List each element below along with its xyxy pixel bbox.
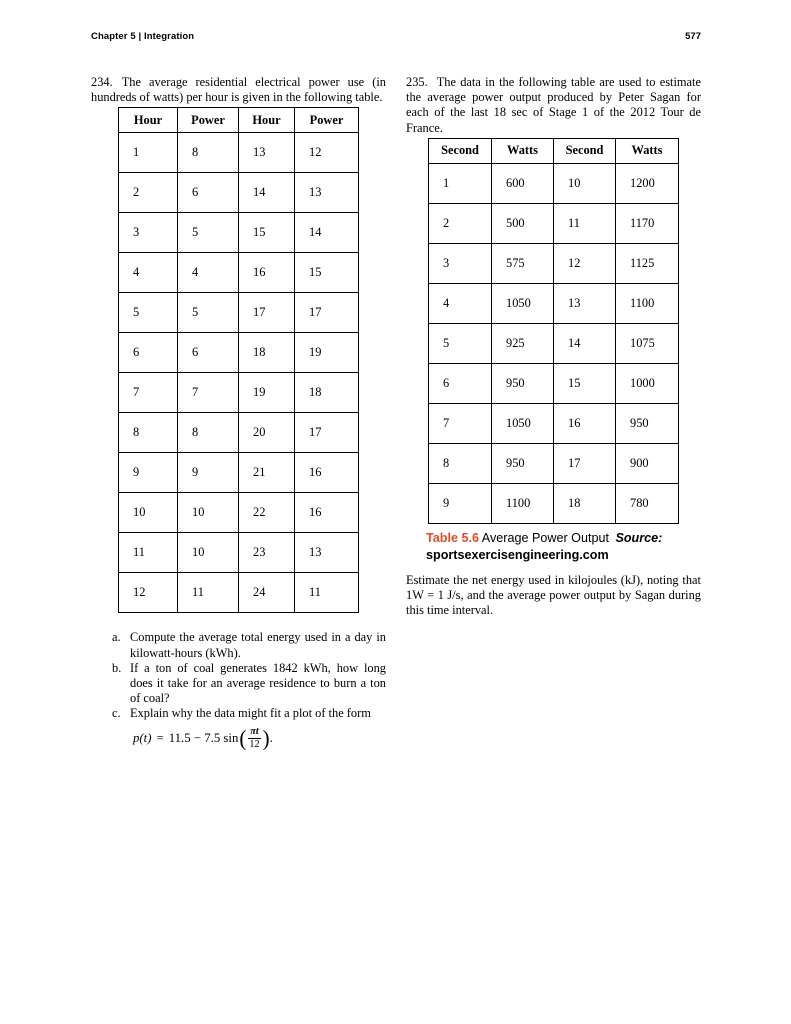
power-table-row [119, 493, 359, 533]
second-cell: 11 [554, 203, 616, 243]
watts-cell: 1050 [492, 283, 554, 323]
power-cell: 7 [178, 373, 239, 413]
second-cell: 3 [429, 243, 492, 283]
watts-table-header-row [429, 138, 679, 163]
watts-cell: 500 [492, 203, 554, 243]
watts-table-row [429, 323, 679, 363]
power-table-header-cell: Power [178, 108, 239, 133]
problem-234-text: The average residential electrical power use (in hundreds of watts) per hour is given in the following table. [91, 75, 386, 105]
second-cell: 13 [554, 283, 616, 323]
hour-cell: 18 [239, 333, 295, 373]
subquestion-a-text: Compute the average total energy used in a day in kilowatt-hours (kWh). [130, 630, 386, 660]
power-table-row [119, 173, 359, 213]
table-5-6-caption [426, 530, 698, 564]
watts-cell: 1200 [616, 163, 679, 203]
watts-cell: 1100 [616, 283, 679, 323]
subquestion-b [91, 661, 386, 706]
second-cell: 8 [429, 443, 492, 483]
second-cell: 15 [554, 363, 616, 403]
formula-left-paren: ( [239, 725, 247, 751]
table-caption-source-label: Source: [615, 530, 663, 545]
subquestion-list [91, 630, 386, 754]
power-model-formula [91, 724, 386, 754]
hour-cell: 10 [119, 493, 178, 533]
power-cell: 8 [178, 133, 239, 173]
watts-table-row [429, 243, 679, 283]
watts-cell: 1100 [492, 483, 554, 523]
power-cell: 9 [178, 453, 239, 493]
second-cell: 5 [429, 323, 492, 363]
power-table-header-cell: Hour [239, 108, 295, 133]
hour-cell: 24 [239, 573, 295, 613]
subquestion-b-text: If a ton of coal generates 1842 kWh, how long does it take for an average residence to burn a ton of coal? [130, 660, 386, 705]
left-column [91, 75, 386, 754]
problem-234-number: 234. [91, 75, 113, 89]
power-table-header-row [119, 108, 359, 133]
watts-cell: 1050 [492, 403, 554, 443]
power-table-row [119, 533, 359, 573]
watts-cell: 1125 [616, 243, 679, 283]
table-caption-title: Average Power Output [481, 530, 609, 545]
second-cell: 17 [554, 443, 616, 483]
problem-235-number: 235. [406, 75, 428, 89]
power-table-row [119, 333, 359, 373]
watts-table-body [429, 163, 679, 523]
watts-table-row [429, 483, 679, 523]
formula-lhs: p(t) [133, 731, 152, 746]
watts-table-header-cell: Watts [492, 138, 554, 163]
watts-table-row [429, 163, 679, 203]
hour-cell: 7 [119, 373, 178, 413]
hour-cell: 15 [239, 213, 295, 253]
power-cell: 19 [295, 333, 359, 373]
watts-table-row [429, 203, 679, 243]
hour-cell: 8 [119, 413, 178, 453]
formula-numerator: πt [248, 726, 260, 739]
hour-cell: 5 [119, 293, 178, 333]
second-cell: 16 [554, 403, 616, 443]
problem-235-text: The data in the following table are used to estimate the average power output produced by Peter Sagan for each of the last 18 sec of Stage 1 of the 2012 Tour de France. [406, 75, 701, 135]
power-cell: 12 [295, 133, 359, 173]
hour-cell: 12 [119, 573, 178, 613]
watts-table-row [429, 403, 679, 443]
formula-denominator: 12 [249, 739, 260, 751]
hour-cell: 4 [119, 253, 178, 293]
second-cell: 2 [429, 203, 492, 243]
watts-table-header-cell: Second [554, 138, 616, 163]
second-cell: 9 [429, 483, 492, 523]
subquestion-c-marker: c. [112, 705, 121, 720]
hour-cell: 22 [239, 493, 295, 533]
power-per-hour-table [118, 107, 359, 613]
page-number: 577 [685, 31, 701, 42]
power-cell: 6 [178, 173, 239, 213]
hour-cell: 20 [239, 413, 295, 453]
watts-cell: 575 [492, 243, 554, 283]
power-table-row [119, 573, 359, 613]
watts-table-header-cell: Watts [616, 138, 679, 163]
hour-cell: 19 [239, 373, 295, 413]
power-table-header-cell: Power [295, 108, 359, 133]
second-cell: 12 [554, 243, 616, 283]
formula-right-paren: ) [262, 725, 270, 751]
hour-cell: 11 [119, 533, 178, 573]
hour-cell: 17 [239, 293, 295, 333]
second-cell: 14 [554, 323, 616, 363]
power-cell: 10 [178, 493, 239, 533]
power-table-row [119, 413, 359, 453]
table-caption-source-url: sportsexercisengineering.com [426, 547, 609, 562]
power-table-row [119, 213, 359, 253]
watts-table-row [429, 283, 679, 323]
problem-235-instruction: Estimate the net energy used in kilojoules (kJ), noting that 1W = 1 J/s, and the average power output by Sagan during this time interval. [406, 572, 701, 618]
problem-235-statement [406, 75, 701, 136]
formula-period: . [269, 731, 273, 746]
second-cell: 10 [554, 163, 616, 203]
hour-cell: 3 [119, 213, 178, 253]
hour-cell: 16 [239, 253, 295, 293]
subquestion-b-marker: b. [112, 660, 122, 675]
second-cell: 4 [429, 283, 492, 323]
watts-table-row [429, 443, 679, 483]
power-cell: 15 [295, 253, 359, 293]
power-cell: 17 [295, 293, 359, 333]
hour-cell: 1 [119, 133, 178, 173]
power-table-row [119, 373, 359, 413]
sagan-watts-table [428, 138, 679, 524]
power-table-row [119, 453, 359, 493]
power-cell: 16 [295, 493, 359, 533]
problem-234-statement [91, 75, 386, 105]
formula-fraction [247, 726, 261, 751]
watts-cell: 1000 [616, 363, 679, 403]
table-caption-label: Table 5.6 [426, 530, 479, 545]
watts-cell: 600 [492, 163, 554, 203]
second-cell: 1 [429, 163, 492, 203]
power-cell: 6 [178, 333, 239, 373]
watts-cell: 780 [616, 483, 679, 523]
power-cell: 11 [295, 573, 359, 613]
power-cell: 13 [295, 533, 359, 573]
second-cell: 6 [429, 363, 492, 403]
second-cell: 18 [554, 483, 616, 523]
hour-cell: 2 [119, 173, 178, 213]
power-table-row [119, 253, 359, 293]
hour-cell: 9 [119, 453, 178, 493]
watts-table-row [429, 363, 679, 403]
power-cell: 11 [178, 573, 239, 613]
power-cell: 16 [295, 453, 359, 493]
power-table-header-cell: Hour [119, 108, 178, 133]
subquestion-a-marker: a. [112, 630, 121, 645]
formula-equals: = [156, 731, 164, 746]
power-table-row [119, 293, 359, 333]
running-header: Chapter 5 | Integration [91, 31, 195, 42]
power-cell: 18 [295, 373, 359, 413]
second-cell: 7 [429, 403, 492, 443]
watts-cell: 925 [492, 323, 554, 363]
hour-cell: 21 [239, 453, 295, 493]
power-table-body [119, 133, 359, 613]
watts-cell: 950 [492, 443, 554, 483]
power-cell: 5 [178, 293, 239, 333]
power-table-head [119, 108, 359, 133]
subquestion-c-text: Explain why the data might fit a plot of the form [130, 705, 371, 720]
watts-cell: 1075 [616, 323, 679, 363]
power-cell: 10 [178, 533, 239, 573]
power-cell: 8 [178, 413, 239, 453]
hour-cell: 23 [239, 533, 295, 573]
power-cell: 17 [295, 413, 359, 453]
watts-cell: 1170 [616, 203, 679, 243]
watts-table-header-cell: Second [429, 138, 492, 163]
power-cell: 13 [295, 173, 359, 213]
subquestion-c [91, 706, 386, 721]
watts-cell: 900 [616, 443, 679, 483]
watts-cell: 950 [492, 363, 554, 403]
hour-cell: 6 [119, 333, 178, 373]
subquestion-a [91, 630, 386, 660]
formula-expression: 11.5 − 7.5 sin [168, 731, 239, 746]
hour-cell: 14 [239, 173, 295, 213]
power-cell: 4 [178, 253, 239, 293]
power-cell: 5 [178, 213, 239, 253]
watts-cell: 950 [616, 403, 679, 443]
right-column [406, 75, 701, 618]
power-cell: 14 [295, 213, 359, 253]
watts-table-head [429, 138, 679, 163]
power-table-row [119, 133, 359, 173]
hour-cell: 13 [239, 133, 295, 173]
